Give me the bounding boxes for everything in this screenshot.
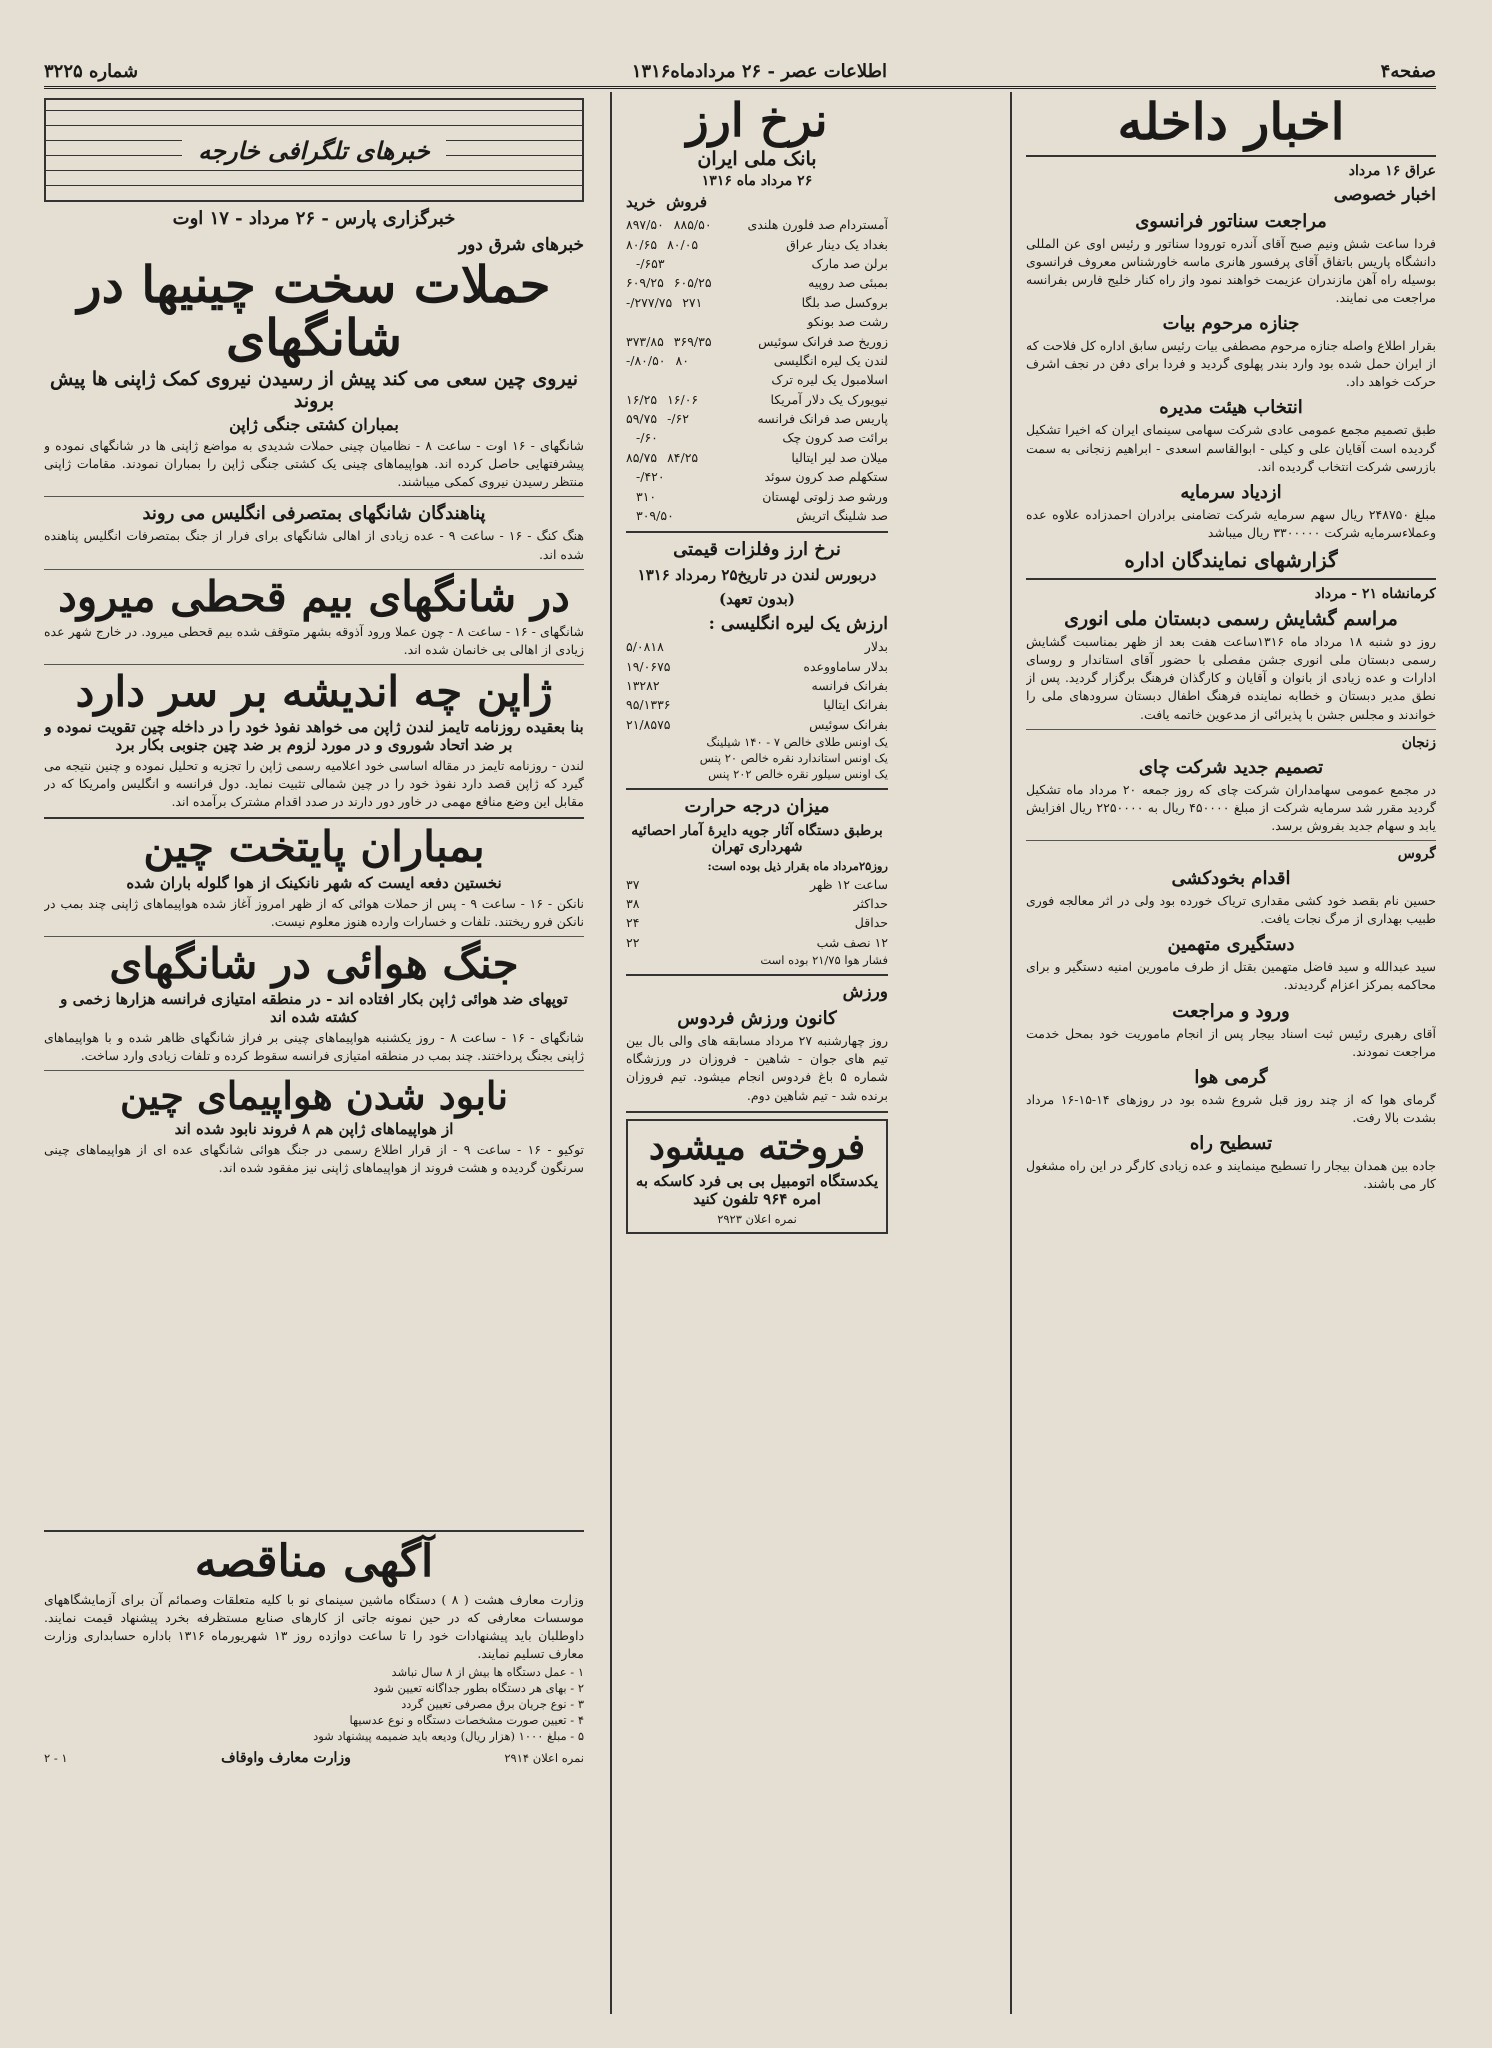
tender-title: آگهی مناقصه (194, 1536, 434, 1587)
metal-row (626, 676, 888, 695)
metal-row-value: ۲۱/۸۵۷۵ (626, 716, 671, 732)
issue-number: شماره ۳۲۲۵ (44, 60, 139, 82)
dateline-garous: گروس (1397, 846, 1436, 862)
domestic-news-column (1026, 92, 1436, 2014)
metals-title: نرخ ارز وفلزات قیمتی (673, 539, 841, 561)
weather-row-value: ۲۲ (626, 934, 640, 950)
pressure: فشار هوا ۲۱/۷۵ بوده است (760, 953, 888, 968)
exchange-row-buy: ۸۸۵/۵۰ (673, 217, 712, 233)
exchange-row (626, 254, 888, 273)
sale-body: یکدستگاه اتومبیل بی بی فرد کاسکه به امره ۹۶۴ تلفون کنید (635, 1172, 879, 1209)
exchange-title: نرخ ارز (686, 93, 828, 147)
exchange-table (626, 215, 888, 525)
metals-table (626, 637, 888, 734)
silver-price: یک اونس استاندارد نقره خالص ۲۰ پنس (699, 751, 888, 766)
masthead (44, 56, 1436, 89)
exchange-row-label: لندن یک لیره انگلیسی (773, 352, 888, 368)
agency-line: خبرگزاری پارس - ۲۶ مرداد - ۱۷ اوت (172, 208, 456, 229)
exchange-row-label: صد شلینگ اتریش (796, 507, 888, 523)
garous-item-title: گرمی هوا (1194, 1066, 1268, 1088)
exchange-row-sell: ۳۷۳/۸۵ (626, 333, 664, 349)
kermanshah-title: مراسم گشایش رسمی دبستان ملی انوری (1064, 608, 1398, 630)
metal-row-label: بدلار ساماووعده (803, 658, 888, 674)
logo-text: خبرهای تلگرافی خارجه (182, 132, 446, 169)
metal-row-value: ۱۹/۰۶۷۵ (626, 658, 671, 674)
news-item-title: مراجعت سناتور فرانسوی (1135, 210, 1327, 232)
exchange-row (626, 506, 888, 525)
exchange-row (626, 235, 888, 254)
garous-item-body: جاده بین همدان بیجار را تسطیح مینمایند و عده زیادی کارگر در این راه مشغول کار می باشند. (1026, 1158, 1436, 1192)
exchange-row-label: بمبئی صد روپیه (808, 275, 888, 291)
exchange-row (626, 312, 888, 331)
news-item-body: مبلغ ۲۴۸۷۵۰ ریال سهم سرمایه شرکت تضامنی برادران احمدزاده علاوه عده وعملاءسرمایه شرکت ۳۳۰۰۰۰۰ ریال میباشد (1026, 506, 1436, 540)
news-item-title: انتخاب هیئت مدیره (1159, 397, 1303, 419)
metal-row-label: بفرانک ایتالیا (823, 697, 888, 713)
buy-label: خرید (626, 193, 656, 212)
exchange-row-sell: ۶۲/- (667, 411, 689, 427)
story-headline: نابود شدن هواپیمای چین (119, 1073, 509, 1119)
weather-row-label: ۱۲ نصف شب (816, 934, 888, 950)
news-item-title: گزارشهای نمایندگان اداره (1124, 548, 1338, 572)
sport-title: کانون ورزش فردوس (677, 1008, 837, 1030)
exchange-row-label: بروکسل صد بلگا (801, 294, 888, 310)
story-body: نانکن - ۱۶ - ساعت ۹ - پس از حملات هوائی که از ظهر امروز آغاز شده هواپیماهای ژاپنی چند بمب در نانکن فرو ریختند. تلفات و خسارات وارده هنوز معلوم نیست. (44, 895, 584, 929)
weather-row (626, 875, 888, 894)
tender-ad (44, 1530, 584, 2014)
gold-price: یک اونس طلای خالص ۷ - ۱۴۰ شیلینگ (706, 735, 888, 750)
story-subheadline: نخستین دفعه ایست که شهر نانکینک از هوا گلوله باران شده (126, 873, 502, 892)
sport-body: روز چهارشنبه ۲۷ مرداد مسابقه های والی بال بین تیم های جوان - شاهین - فروزان در ورزشگاه شماره ۵ باغ فردوس انجام میشود. تیم فروزان برنده شد - تیم شاهین دوم. (626, 1033, 888, 1103)
weather-table (626, 875, 888, 953)
exchange-row (626, 428, 888, 447)
weather-row (626, 894, 888, 913)
metal-row-value: ۵/۰۸۱۸ (626, 639, 664, 655)
weather-subtitle: برطبق دستگاه آثار جویه دایرهٔ آمار احصائیه شهرداری تهران (631, 823, 883, 856)
exchange-row (626, 467, 888, 486)
exchange-row-buy: ۳۶۹/۳۵ (673, 333, 712, 349)
news-item-body: فردا ساعت شش ونیم صبح آقای آندره تورودا سناتور و رئیس اوی عن المللی دانشگاه پاریس باتفاق آقای پرفسور هانری ماسه خاورشناس معروف فرانسوی بوسیله راه آهن مازندران عزیمت خواهند نمود واز راه کنار خلیج فارس بفرانسه مراجعت می نمایند. (1026, 235, 1436, 305)
story-headline: ژاپن چه اندیشه بر سر دارد (75, 666, 553, 716)
domestic-news-title: اخبار داخله (1117, 92, 1345, 151)
exchange-row-buy: ۶۰۵/۲۵ (673, 275, 712, 291)
story-headline: حملات سخت چینیها در شانگهای (77, 255, 551, 367)
exchange-row (626, 390, 888, 409)
weather-row-label: حداکثر (853, 895, 888, 911)
masthead-date: اطلاعات عصر - ۲۶ مردادماه۱۳۱۶ (631, 60, 887, 82)
news-item-title: ازدیاد سرمایه (1180, 481, 1282, 503)
exchange-row-buy: ۸۰/- (626, 352, 689, 368)
exchange-row-buy: ۲۷۱/- (626, 294, 703, 310)
exchange-row-label: میلان صد لیر ایتالیا (791, 449, 888, 465)
garous-item-title: ورود و مراجعت (1172, 1000, 1290, 1022)
exchange-column (626, 92, 888, 2014)
tender-code: ۱ - ۲ (44, 1750, 68, 1765)
zanjan-title: تصمیم جدید شرکت چای (1138, 756, 1324, 778)
exchange-row-buy: ۸۴/۲۵ (667, 449, 699, 465)
story-headline: پناهندگان شانگهای بمتصرفی انگلیس می روند (142, 503, 486, 525)
metals-note: (بدون تعهد) (719, 590, 795, 609)
exchange-row-buy: ۱۶/۰۶ (667, 391, 699, 407)
zanjan-body: در مجمع عمومی سهامداران شرکت چای که روز جمعه ۲۰ مرداد ماه تشکیل گردید مقرر شد سرمایه شرکت از مبلغ ۴۵۰۰۰۰ ریال به ۲۲۵۰۰۰۰ ریال افزایش یابد و سهام جدید بفروش برسد. (1026, 781, 1436, 833)
exchange-row-sell: ۴۲۰/- (636, 469, 665, 485)
exchange-row-sell: ۶۵۳/- (636, 256, 665, 272)
exchange-row (626, 332, 888, 351)
garous-item-body: سید عبدالله و سید فاضل متهمین بقتل از طرف مامورین امنیه دستگیر و برای محاکمه بمرکز اعزام گردیدند. (1026, 959, 1436, 993)
sale-ref: نمره اعلان ۲۹۲۳ (717, 1212, 797, 1227)
exchange-date: ۲۶ مرداد ماه ۱۳۱۶ (701, 173, 813, 190)
exchange-row-sell: ۶۰/- (636, 430, 658, 446)
garous-item-title: اقدام بخودکشی (1171, 868, 1291, 889)
tender-item: ۲ - بهای هر دستگاه بطور جداگانه تعیین شود (373, 1680, 584, 1695)
exchange-row-buy: ۸۰/۰۵ (667, 236, 699, 252)
story-body: شانگهای - ۱۶ - ساعت ۸ - روز یکشنبه هواپیماهای چینی بر فراز شانگهای ظاهر شده و با هواپیماهای ژاپنی بجنگ پرداختند. چند بمب در منطقه امتیازی فرانسه سقوط کرده و تلفات زیادی وارد ساخت. (44, 1029, 584, 1063)
tender-signature: وزارت معارف واوقاف (221, 1749, 351, 1766)
kermanshah-body: روز دو شنبه ۱۸ مرداد ماه ۱۳۱۶ساعت هفت بعد از ظهر بمناسبت گشایش رسمی دبستان ملی انوری جشن مفصلی با حضور آقای استاندار و روسای ادارات و عده زیادی از بانوان و آقایان و کارگذان فرهنگ برگزار گردید. پس از نطق مدیر دبستان و خطابه نماینده فرهنگ اطفال دبستان سرودهای ملی را خواندند و مجلس جشن با پذیرائی از مدعوین خاتمه یافت. (1026, 634, 1436, 722)
exchange-row-label: ستکهلم صد کرون سوئد (764, 469, 888, 485)
story-body: لندن - روزنامه تایمز در مقاله اساسی خود اعلامیه رسمی ژاپن را تجزیه و تحلیل نموده و چنین نتیجه می گیرد که ژاپن قصد دارد نفوذ خود را در چین شمالی تثبیت نماید. دول فرانسه و انگلیس وامریکا که در مقابل این وضع منافع مهمی در خاور دور دارند در صدد اقدام مشترک برآمده اند. (44, 758, 584, 810)
exchange-row (626, 273, 888, 292)
exchange-row-label: برائت صد کرون چک (782, 430, 888, 446)
exchange-row-label: بغداد یک دینار عراق (786, 236, 888, 252)
garous-item-title: تسطیح راه (1189, 1133, 1273, 1154)
exchange-row-label: رشت صد بونکو (807, 314, 888, 330)
garous-item-body: آقای رهبری رئیس ثبت اسناد بیجار پس از انجام ماموریت خود بمحل خدمت مراجعت نمودند. (1026, 1025, 1436, 1059)
story-body: شانگهای - ۱۶ - ساعت ۸ - چون عملا ورود آذوقه بشهر متوقف شده بیم قحطی میرود. در خارج شهر عده زیادی از اهالی بی خانمان شده اند. (44, 623, 584, 657)
exchange-row-buy: ۵۹/۷۵ (626, 411, 658, 427)
weather-row (626, 913, 888, 932)
story-headline: بمباران پایتخت چین (143, 822, 485, 872)
exchange-row-sell: ۸۰/۵۰ (634, 352, 666, 368)
weather-line: روز۲۵مرداد ماه بقرار ذیل بوده است: (707, 859, 888, 874)
exchange-row (626, 351, 888, 370)
sale-title: فروخته میشود (648, 1125, 866, 1168)
story-body: توکیو - ۱۶ - ساعت ۹ - از قرار اطلاع رسمی در جنگ هوائی شانگهای عده ای از هواپیماهای چینی سرنگون گردیده و هشت فروند از هواپیماهای ژاپنی نیز مفقود شده اند. (44, 1142, 584, 1176)
garous-item-body: حسین نام بقصد خود کشی مقداری تریاک خورده بود ولی در اثر معالجه فوری طبیب بهداری از مرگ نجات یافت. (1026, 893, 1436, 927)
exchange-row (626, 293, 888, 312)
foreign-news-logo (44, 98, 584, 202)
tender-item: ۴ - تعیین صورت مشخصات دستگاه و نوع عدسیها (349, 1712, 584, 1727)
metal-row-value: ۱۳۲۸۲ (626, 678, 660, 694)
exchange-row (626, 448, 888, 467)
tender-item: ۳ - نوع جریان برق مصرفی تعیین گردد (401, 1696, 584, 1711)
metal-row-label: بدلار (864, 639, 888, 655)
weather-row-value: ۳۷ (626, 876, 640, 892)
weather-row-value: ۲۴ (626, 915, 640, 931)
dateline-iraq: عراق ۱۶ مرداد (1348, 162, 1436, 179)
metal-row (626, 715, 888, 734)
news-item-body: بقرار اطلاع واصله جنازه مرحوم مصطفی بیات رئیس سابق اداره کل فلاحت که از ایران حمل شده بود وارد بندر پهلوی گردید و فردا برای دفن در نجف اشرف حرکت خواهد داد. (1026, 338, 1436, 390)
metals-subhead: ارزش یک لیره انگلیسی : (708, 614, 888, 635)
exchange-row-sell: ۶۰۹/۲۵ (626, 275, 664, 291)
weather-row-label: ساعت ۱۲ ظهر (809, 876, 888, 892)
column-rule-left (610, 92, 612, 2014)
story-subheadline: از هواپیماهای ژاپن هم ۸ فروند نابود شده اند (174, 1120, 454, 1139)
metal-row (626, 637, 888, 656)
weather-row-label: حداقل (854, 915, 888, 931)
metals-subtitle: دربورس لندن در تاریخ۲۵ رمرداد ۱۳۱۶ (637, 566, 877, 585)
exchange-row-label: پاریس صد فرانک فرانسه (757, 411, 888, 427)
story-subheadline: بنا بعقیده روزنامه تایمز لندن ژاپن می خواهد نفوذ خود را در داخله چین تقویت نموده و بر ضد اتحاد شوروی و در مورد لزوم بر ضد چین جنوبی بکار برد (44, 718, 584, 755)
news-item-title: جنازه مرحوم بیات (1162, 313, 1300, 334)
exchange-row (626, 409, 888, 428)
story-body: هنگ کنگ - ۱۶ - ساعت ۹ - عده زیادی از اهالی شانگهای برای فرار از جنگ بمتصرفات انگلیس پناهنده شده اند. (44, 528, 584, 562)
exchange-row (626, 370, 888, 389)
exchange-row-label: نیویورک یک دلار آمریکا (770, 391, 888, 407)
garous-item-body: گرمای هوا که از چند روز قبل شروع شده بود در روزهای ۱۴-۱۵-۱۶ مرداد بشدت بالا رفت. (1026, 1091, 1436, 1125)
weather-row-value: ۳۸ (626, 895, 640, 911)
metal-row-label: بفرانک سوئیس (809, 716, 888, 732)
story-subheadline: توپهای ضد هوائی ژاپن بکار افتاده اند - در منطقه امتیازی فرانسه هزارها زخمی و کشته شده اند (60, 989, 568, 1026)
story-subheadline: بمباران کشتی جنگی ژاپن (229, 415, 399, 434)
garous-item-title: دستگیری متهمین (1167, 934, 1295, 956)
story-headline: در شانگهای بیم قحطی میرود (58, 571, 570, 621)
exchange-row-label: ورشو صد زلوتی لهستان (762, 488, 888, 504)
exchange-row-label: برلن صد مارک (811, 256, 888, 272)
story-body: شانگهای - ۱۶ اوت - ساعت ۸ - نظامیان چینی حملات شدیدی به مواضع ژاپنی ها در شانگهای نموده و پیشرفتهایی حاصل کرده اند. هواپیماهای چینی یک کشتی جنگی ژاپن را بمباران نمودند. مقامات ژاپنی منتظر رسیدن نیروی کمکی میباشند. (44, 438, 584, 490)
weather-title: میزان درجه حرارت (684, 796, 830, 818)
exchange-row-sell: ۳۱۰ (636, 488, 657, 504)
sell-label: فروش (666, 193, 708, 212)
sport-section: ورزش (842, 982, 888, 1003)
region-label: خبرهای شرق دور (458, 235, 584, 255)
exchange-row-sell: ۳۰۹/۵۰ (636, 507, 674, 523)
story-subheadline: نیروی چین سعی می کند پیش از رسیدن نیروی کمک ژاپنی ها پیش بروند (50, 368, 578, 412)
tender-item: ۵ - مبلغ ۱۰۰۰ (هزار ریال) ودیعه باید ضمیمه پیشنهاد شود (313, 1728, 584, 1743)
exchange-row-label: اسلامبول یک لیره ترک (771, 372, 888, 388)
tender-body: وزارت معارف هشت ( ۸ ) دستگاه ماشین سینمای نو با کلیه متعلقات وصمائم آن برای آزمایشگاههای موسسات معارفی که در حین نمونه جاتی از کارهای صنایع مستظرفه بخرد پیشنهاد قیمت نمایند. داوطلبان باید پیشنهادات خود را تا ساعت دوازده روز ۱۳ شهریورماه ۱۳۱۶ باداره حسابداری وزارت معارف تسلیم نمایند. (44, 1592, 584, 1662)
tender-item: ۱ - عمل دستگاه ها بیش از ۸ سال نباشد (391, 1664, 584, 1679)
news-item-body: طبق تصمیم مجمع عمومی عادی شرکت سهامی سینمای ایران که اخیرا تشکیل گردیده است آقایان علی و کیلی - ابوالقاسم اسعدی - ابراهیم زنجانی به سمت بازرسی شرکت انتخاب گردیده اند. (1026, 422, 1436, 474)
exchange-row-sell: ۸۰/۶۵ (626, 236, 658, 252)
exchange-row (626, 215, 888, 234)
exchange-subtitle: بانک ملی ایران (697, 148, 817, 171)
private-news-heading: اخبار خصوصی (1333, 184, 1436, 205)
sale-ad (626, 1119, 888, 1234)
tender-ref: نمره اعلان ۲۹۱۴ (504, 1750, 584, 1765)
exchange-row-sell: ۲۷۷/۷۵ (634, 294, 673, 310)
metal-row-value: ۹۵/۱۳۳۶ (626, 697, 671, 713)
dateline-kermanshah: کرمانشاه ۲۱ - مرداد (1314, 586, 1436, 602)
metal-row (626, 657, 888, 676)
column-rule-right (1010, 92, 1012, 2014)
exchange-row-sell: ۸۹۷/۵۰ (626, 217, 664, 233)
weather-row (626, 933, 888, 952)
exchange-row-sell: ۸۵/۷۵ (626, 449, 658, 465)
metal-row-label: بفرانک فرانسه (811, 678, 888, 694)
story-headline: جنگ هوائی در شانگهای (109, 938, 519, 988)
exchange-row-sell: ۱۶/۲۵ (626, 391, 658, 407)
exchange-row-label: زوریخ صد فرانک سوئیس (758, 333, 888, 349)
metal-row (626, 695, 888, 714)
exchange-row (626, 487, 888, 506)
dateline-zanjan: زنجان (1401, 734, 1436, 751)
page-label: صفحه۴ (1380, 60, 1436, 82)
silver-fine-price: یک اونس سیلور نقره خالص ۲۰۲ پنس (708, 767, 888, 782)
exchange-row-label: آمستردام صد فلورن هلندی (747, 217, 888, 233)
exchange-header (626, 193, 888, 211)
